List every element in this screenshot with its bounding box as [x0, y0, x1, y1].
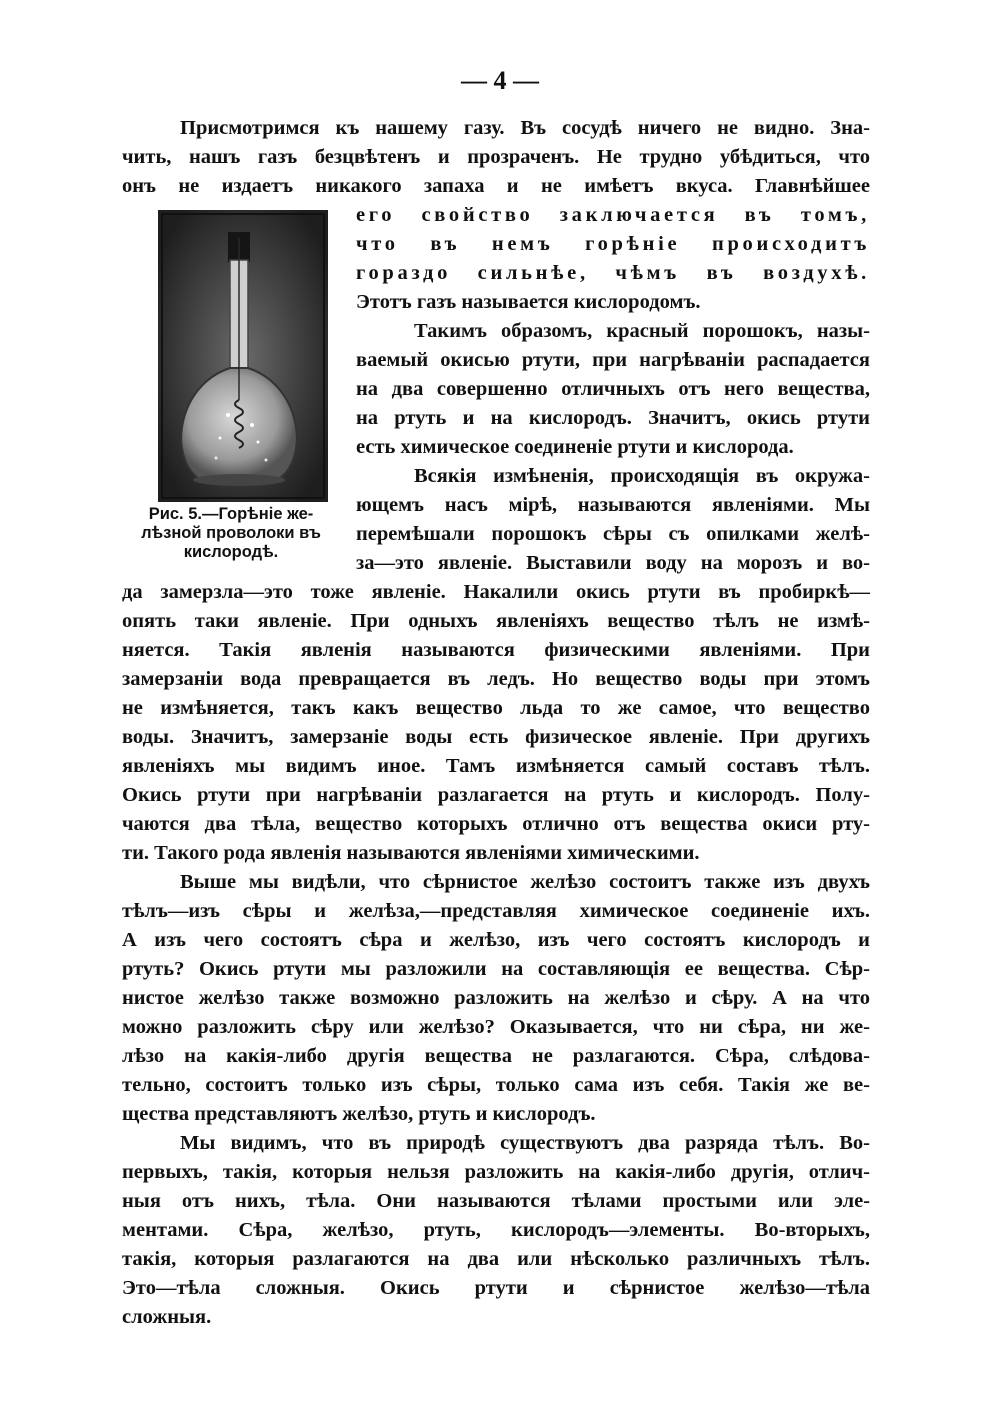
text-line: да замерзла—это тоже явленіе. Накалили окись ртути въ пробиркѣ— [122, 581, 870, 603]
text-line: его свойство заключается въ томъ, [356, 204, 870, 226]
text-line: явленіяхъ мы видимъ иное. Тамъ измѣняется самый составъ тѣлъ. [122, 755, 870, 777]
text-line: Мы видимъ, что въ природѣ существуютъ два разряда тѣлъ. Во- [180, 1132, 870, 1154]
text-line: не измѣняется, такъ какъ вещество льда то же самое, что вещество [122, 697, 870, 719]
text-line: А изъ чего состоятъ сѣра и желѣзо, изъ чего состоятъ кислородъ и [122, 929, 870, 951]
text-line: опять таки явленіе. При одныхъ явленіяхъ вещество тѣлъ не измѣ- [122, 610, 870, 632]
text-line: на два совершенно отличныхъ отъ него вещества, [356, 378, 870, 400]
text-line: щества представляютъ желѣзо, ртуть и кислородъ. [122, 1103, 596, 1125]
text-line: онъ не издаетъ никакого запаха и не имѣетъ вкуса. Главнѣйшее [122, 175, 870, 197]
text-line: перемѣшали порошокъ сѣры съ опилками желѣ- [356, 523, 870, 545]
text-line: Этотъ газъ называется кислородомъ. [356, 291, 701, 313]
text-line: тѣлъ—изъ сѣры и желѣза,—представляя химическое соединеніе ихъ. [122, 900, 870, 922]
text-line: такія, которыя разлагаются на два или нѣсколько различныхъ тѣлъ. [122, 1248, 870, 1270]
text-line: гораздо сильнѣе, чѣмъ въ воздухѣ. [356, 262, 870, 284]
text-line: Такимъ образомъ, красный порошокъ, назы- [414, 320, 870, 342]
text-line: ющемъ насъ мірѣ, называются явленіями. Мы [356, 494, 870, 516]
text-line: нистое желѣзо также возможно разложить на желѣзо и сѣру. А на что [122, 987, 870, 1009]
text-line: что въ немъ горѣніе происходитъ [356, 233, 870, 255]
text-line: на ртуть и на кислородъ. Значитъ, окись ртути [356, 407, 870, 429]
text-line: есть химическое соединеніе ртути и кислорода. [356, 436, 794, 458]
text-line: ныя отъ нихъ, тѣла. Они называются тѣлами простыми или эле- [122, 1190, 870, 1212]
text-line: Окись ртути при нагрѣваніи разлагается на ртуть и кислородъ. Полу- [122, 784, 870, 806]
text-line: ментами. Сѣра, желѣзо, ртуть, кислородъ—элементы. Во-вторыхъ, [122, 1219, 870, 1241]
text-line: сложныя. [122, 1306, 212, 1328]
text-line: тельно, состоитъ только изъ сѣры, только сама изъ себя. Такія же ве- [122, 1074, 870, 1096]
caption-line: Рис. 5.—Горѣніе же- [148, 505, 314, 523]
text-line: Выше мы видѣли, что сѣрнистое желѣзо состоитъ также изъ двухъ [180, 871, 870, 893]
text-line: Это—тѣла сложныя. Окись ртути и сѣрнистое желѣзо—тѣла [122, 1277, 870, 1299]
text-line: няется. Такія явленія называются физическими явленіями. При [122, 639, 870, 661]
text-line: ваемый окисью ртути, при нагрѣваніи распадается [356, 349, 870, 371]
text-line: Всякія измѣненія, происходящія въ окружа- [414, 465, 870, 487]
text-line: ртуть? Окись ртути мы разложили на составляющія ее вещества. Сѣр- [122, 958, 870, 980]
text-line: Присмотримся къ нашему газу. Въ сосудѣ ничего не видно. Зна- [180, 117, 870, 139]
text-line: чить, нашъ газъ безцвѣтенъ и прозраченъ. Не трудно убѣдиться, что [122, 146, 870, 168]
caption-line: кислородѣ. [183, 543, 279, 561]
text-line: воды. Значитъ, замерзаніе воды есть физическое явленіе. При другихъ [122, 726, 870, 748]
text-line: можно разложить сѣру или желѣзо? Оказывается, что ни сѣра, ни же- [122, 1016, 870, 1038]
text-line: за—это явленіе. Выставили воду на морозъ и во- [356, 552, 870, 574]
text-line: замерзаніи вода превращается въ ледъ. Но вещество воды при этомъ [122, 668, 870, 690]
body-text-top [122, 114, 870, 1332]
caption-line: лѣзной проволоки въ [141, 524, 321, 542]
text-line: чаются два тѣла, вещество которыхъ отлично отъ вещества окиси рту- [122, 813, 870, 835]
text-line: ти. Такого рода явленія называются явленіями химическими. [122, 842, 700, 864]
text-line: первыхъ, такія, которыя нельзя разложить на какія-либо другія, отлич- [122, 1161, 870, 1183]
text-line: лѣзо на какія-либо другія вещества не разлагаются. Сѣра, слѣдова- [122, 1045, 870, 1067]
page-number: — 4 — [461, 66, 539, 95]
